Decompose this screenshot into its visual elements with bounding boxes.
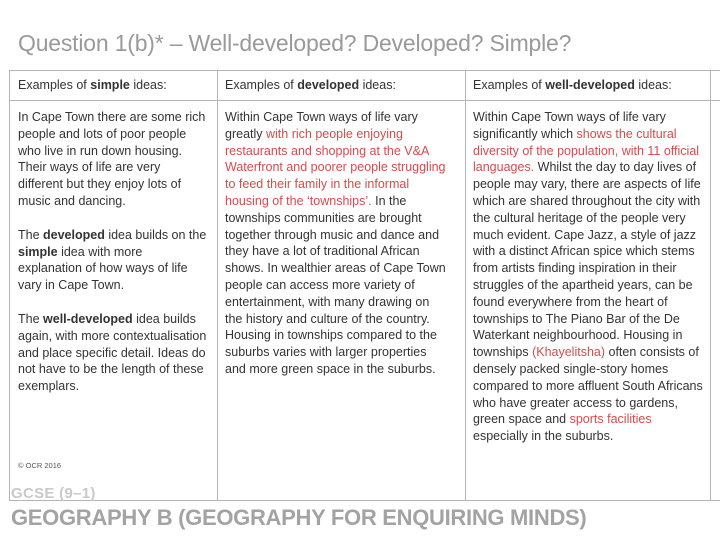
simple-example-text: In Cape Town there are some rich people and lots of poor people who live in run down housing. Their ways of life are very different but they enjoy lots of music and dancing. — [18, 110, 206, 208]
simple-column-cell — [18, 109, 208, 395]
copyright-notice: © OCR 2016 — [18, 461, 62, 470]
column-header-well-developed: Examples of well-developed ideas: — [473, 78, 672, 92]
well-developed-example-cell — [473, 109, 704, 445]
column-divider-2 — [465, 70, 466, 501]
column-header-developed: Examples of developed ideas: — [225, 78, 396, 92]
well-developed-example-text: Within Cape Town ways of life vary significantly which shows the cultural diversity of the population, with 11 official languages. Whilst the day to day lives of people may vary, there are aspects of life which are shared throughout the city with the cultural heritage of the people very much evident. Cape Jazz, a style of jazz with a distinct African spice which stems from artists finding inspiration in their struggles of the apartheid years, can be found everywhere from the heart of townships to The Piano Bar of the De Waterkant neighbourhood. Housing in townships (Khayelitsha) often consists of densely packed single-story homes compared to more affluent South Africans who have greater access to gardens, green space and sports facilities especially in the suburbs. — [473, 110, 703, 444]
table-bottom-rule — [9, 500, 720, 501]
header-bottom-rule — [9, 100, 720, 101]
course-brand-title: GEOGRAPHY B (GEOGRAPHY FOR ENQUIRING MINDS) — [11, 505, 587, 530]
table-right-rule — [710, 70, 711, 501]
column-header-simple: Examples of simple ideas: — [18, 78, 167, 92]
column-divider-1 — [217, 70, 218, 501]
developed-explanation-text: The developed idea builds on the simple idea with more explanation of how ways of life vary in Cape Town. — [18, 227, 207, 293]
well-developed-explanation-text: The well-developed idea builds again, with more contextualisation and place specific detail. Ideas do not have to be the length of these exemplars. — [18, 311, 207, 394]
table-left-rule — [9, 70, 10, 501]
developed-example-cell — [225, 109, 450, 378]
table-top-rule — [9, 70, 720, 71]
developed-example-text: Within Cape Town ways of life vary greatly with rich people enjoying restaurants and shopping at the V&A Waterfront and poorer people struggling to feed their family in the informal housing of the ‘townships’. In the townships communities are brought together through music and dance and they have a lot of traditional African shows. In wealthier areas of Cape Town people can access more variety of entertainment, with many drawing on the history and culture of the country. Housing in townships compared to the suburbs varies with larger properties and more green space in the suburbs. — [225, 110, 446, 376]
gcse-label: GCSE (9–1) — [11, 485, 96, 502]
slide-title: Question 1(b)* – Well-developed? Developed? Simple? — [18, 30, 572, 56]
